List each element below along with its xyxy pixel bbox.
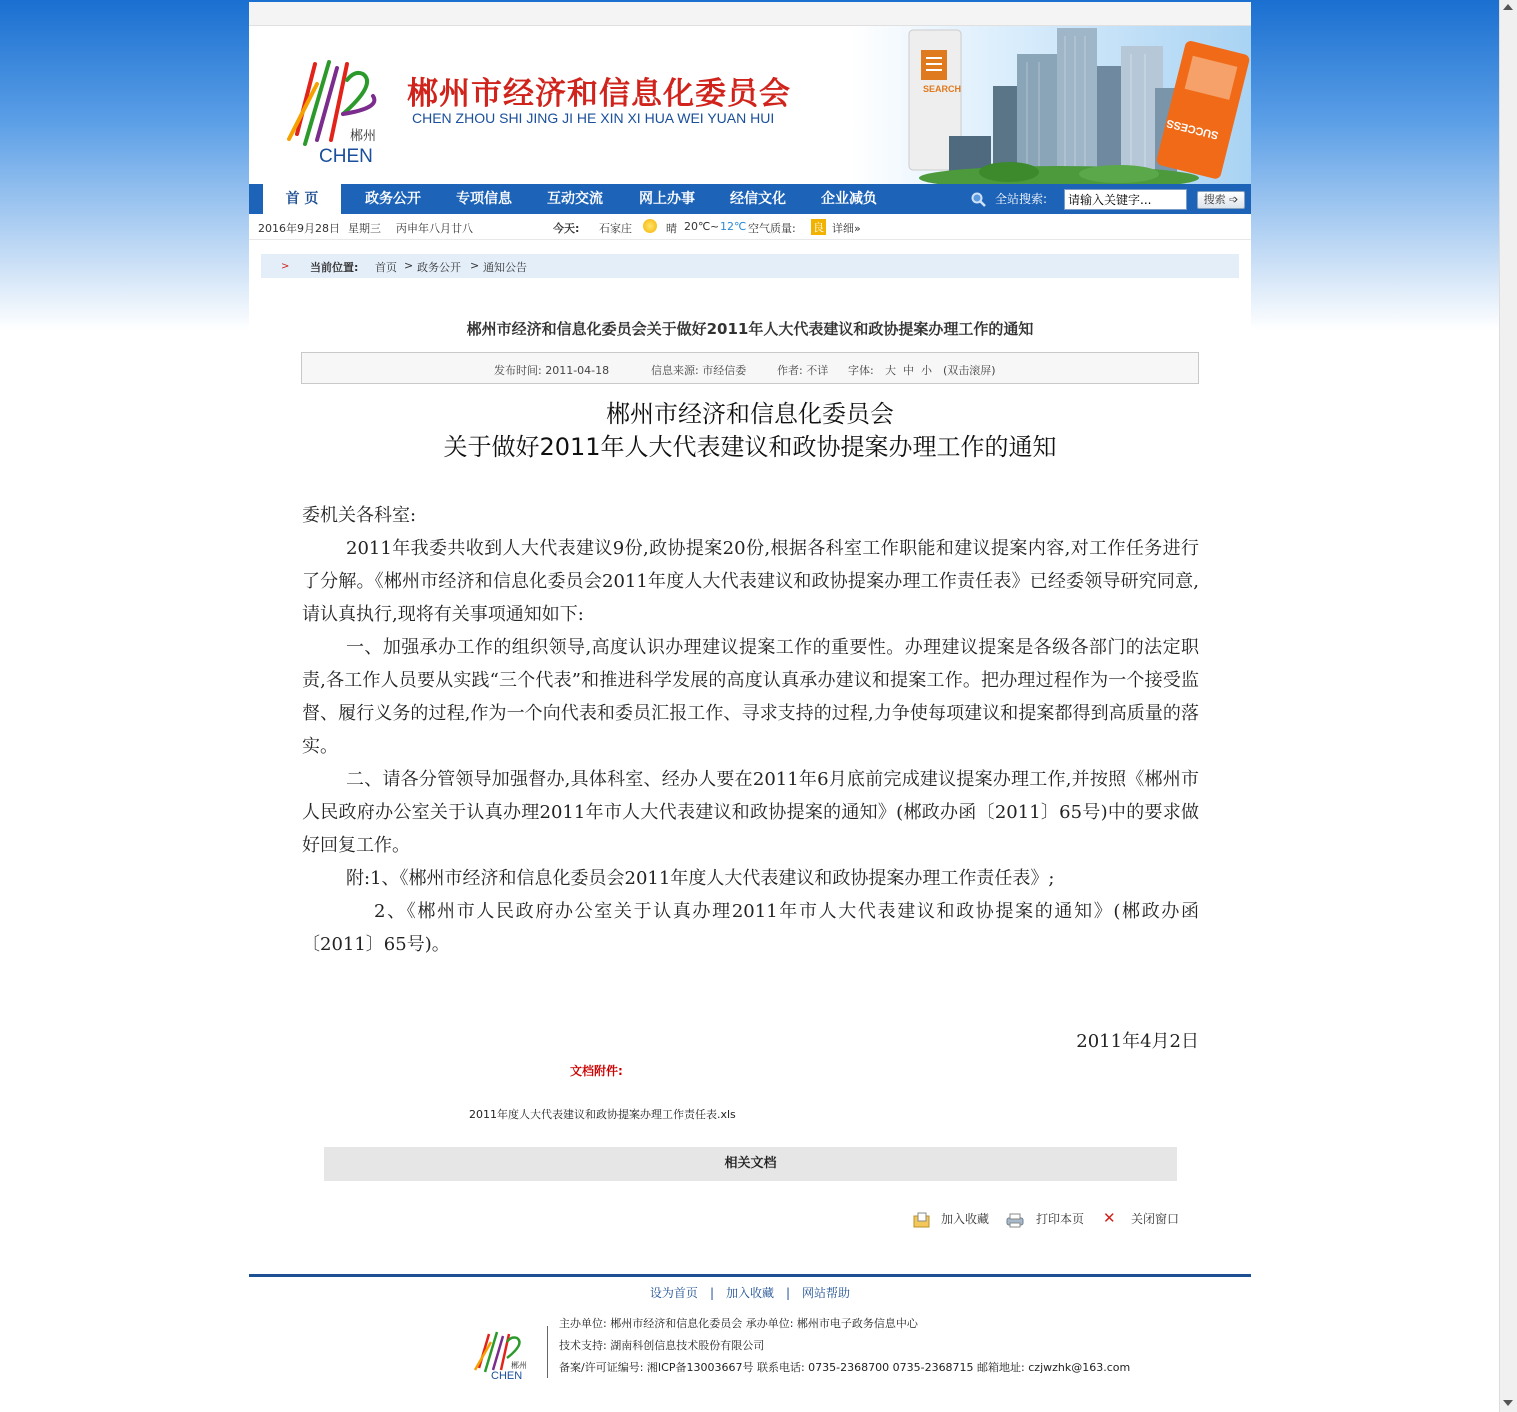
footer-support: 技术支持: 湖南科创信息技术股份有限公司 [559, 1339, 765, 1352]
breadcrumb-gov-affairs[interactable]: 政务公开 [417, 261, 461, 274]
author: 作者: 不详 [777, 364, 829, 377]
aqi-badge: 良 [813, 221, 824, 234]
banner-city-illustration [859, 26, 1251, 184]
nav-special-info[interactable]: 专项信息 [456, 191, 512, 207]
nav-burden-reduction[interactable]: 企业减负 [821, 191, 877, 207]
add-favorite-button[interactable] [913, 1210, 989, 1227]
magnifier-icon [971, 192, 986, 207]
bookmark-folder-icon [913, 1212, 931, 1228]
printer-icon [1006, 1212, 1024, 1228]
document-heading-line1: 郴州市经济和信息化委员会 [606, 400, 894, 428]
article-body [302, 499, 1199, 961]
font-size-medium[interactable]: 中 [903, 364, 914, 377]
breadcrumb [261, 254, 1239, 278]
weekday: 星期三 [348, 222, 381, 235]
attachment-note: 2、《郴州市人民政府办公室关于认真办理2011年市人大代表建议和政协提案的通知》(郴政办函〔2011〕65号)。 [302, 901, 1199, 955]
success-graphic-label: SUCCESS [1165, 116, 1220, 142]
footer-link-set-home[interactable]: 设为首页 [649, 1286, 698, 1300]
nav-gov-affairs[interactable]: 政务公开 [365, 191, 421, 207]
breadcrumb-sep: > [470, 259, 480, 272]
site-banner [249, 26, 1251, 184]
footer-license: 备案/许可证编号: 湘ICP备13003667号 联系电话: 0735-2368700 0735-2368715 邮箱地址: czjwzhk@163.com [559, 1361, 1131, 1374]
document-heading [249, 398, 1251, 464]
document-heading-line2: 关于做好2011年人大代表建议和政协提案办理工作的通知 [443, 433, 1057, 461]
breadcrumb-sep: > [404, 259, 414, 272]
document-date: 2011年4月2日 [1076, 1031, 1199, 1052]
info-source: 信息来源: 市经信委 [651, 364, 747, 377]
temp-low: 12℃ [720, 220, 747, 233]
footer-link-sep: | [786, 1286, 791, 1300]
article-meta [301, 352, 1199, 384]
site-title: 郴州市经济和信息化委员会 [407, 76, 791, 112]
footer-logo [471, 1324, 533, 1380]
current-date: 2016年9月28日 [258, 222, 340, 235]
dblclick-scroll: (双击滚屏) [943, 364, 996, 377]
footer-links [249, 1284, 1251, 1301]
search-input[interactable] [1064, 189, 1187, 210]
nav-online-service[interactable]: 网上办事 [639, 191, 695, 207]
footer-link-sep: | [709, 1286, 714, 1300]
attachment-file-link[interactable]: 2011年度人大代表建议和政协提案办理工作责任表.xls [469, 1108, 736, 1121]
scroll-up-icon[interactable] [1503, 4, 1513, 10]
publish-date: 发布时间: 2011-04-18 [494, 364, 610, 377]
nav-culture[interactable]: 经信文化 [730, 191, 786, 207]
weather-city: 石家庄 [599, 222, 632, 235]
arrow-right-icon: ➩ [1229, 193, 1239, 206]
nav-interaction[interactable]: 互动交流 [547, 191, 603, 207]
add-favorite-label: 加入收藏 [941, 1212, 990, 1226]
paragraph: 一、加强承办工作的组织领导,高度认识办理建议提案工作的重要性。办理建议提案是各级各部门的法定职责,各工作人员要从实践“三个代表”和推进科学发展的高度认真承办建议和提案工作。把办理过程作为一个接受监督、履行义务的过程,作为一个向代表和委员汇报工作、寻求支持的过程,力争使每项建议和提案都得到高质量的落实。 [302, 637, 1199, 757]
print-button[interactable] [1006, 1210, 1084, 1227]
sun-icon [643, 219, 657, 233]
article-title: 郴州市经济和信息化委员会关于做好2011年人大代表建议和政协提案办理工作的通知 [466, 320, 1034, 338]
footer-divider [249, 1274, 1251, 1277]
search-button-label: 搜索 [1203, 193, 1226, 206]
related-documents-header: 相关文档 [324, 1147, 1177, 1181]
today-label: 今天: [553, 222, 580, 235]
footer-link-help[interactable]: 网站帮助 [802, 1286, 851, 1300]
font-size-label: 字体: [848, 364, 874, 377]
weather-condition: 晴 [666, 222, 677, 235]
footer-logo-sub: CHEN [491, 1370, 523, 1380]
search-button[interactable] [1197, 191, 1245, 209]
search-graphic-label: SEARCH [923, 84, 962, 94]
site-logo[interactable] [277, 44, 392, 164]
font-size-large[interactable]: 大 [885, 364, 896, 377]
breadcrumb-label: 当前位置: [310, 261, 359, 274]
logo-text: 郴州 [350, 129, 377, 144]
close-window-label: 关闭窗口 [1131, 1212, 1180, 1226]
temp-high: 20℃ [684, 220, 711, 233]
attachment-note: 附:1、《郴州市经济和信息化委员会2011年度人大代表建议和政协提案办理工作责任表》; [346, 868, 1055, 889]
nav-home[interactable]: 首 页 [263, 184, 341, 214]
font-size-small[interactable]: 小 [921, 364, 932, 377]
paragraph: 2011年我委共收到人大代表建议9份,政协提案20份,根据各科室工作职能和建议提案内容,对工作任务进行了分解。《郴州市经济和信息化委员会2011年度人大代表建议和政协提案办理工作责任表》已经委领导研究同意,请认真执行,现将有关事项通知如下: [302, 538, 1199, 625]
close-icon: ✕ [1103, 1209, 1116, 1227]
lunar-date: 丙申年八月廿八 [396, 222, 473, 235]
scroll-down-icon[interactable] [1503, 1400, 1513, 1406]
breadcrumb-notices[interactable]: 通知公告 [483, 261, 527, 274]
footer-logo-text: 郴州 [511, 1361, 527, 1370]
footer-separator [547, 1326, 548, 1378]
print-label: 打印本页 [1036, 1212, 1085, 1226]
footer-host: 主办单位: 郴州市经济和信息化委员会 承办单位: 郴州市电子政务信息中心 [559, 1317, 918, 1330]
temp-separator: ~ [710, 220, 720, 233]
top-strip [249, 2, 1251, 26]
weather-detail-link[interactable]: 详细» [832, 222, 861, 235]
chevron-right-icon: > [281, 261, 290, 272]
salutation: 委机关各科室: [302, 505, 417, 526]
info-bar [249, 214, 1251, 240]
footer-info [559, 1313, 1130, 1379]
aqi-label: 空气质量: [748, 222, 796, 235]
vertical-scrollbar[interactable] [1499, 0, 1517, 1412]
site-subtitle: CHEN ZHOU SHI JING JI HE XIN XI HUA WEI YUAN HUI [412, 110, 775, 126]
breadcrumb-home[interactable]: 首页 [375, 261, 397, 274]
footer-link-favorite[interactable]: 加入收藏 [725, 1286, 774, 1300]
paragraph: 二、请各分管领导加强督办,具体科室、经办人要在2011年6月底前完成建议提案办理工作,并按照《郴州市人民政府办公室关于认真办理2011年市人大代表建议和政协提案的通知》(郴政办函〔2011〕65号)中的要求做好回复工作。 [302, 769, 1199, 856]
page-container [249, 2, 1251, 1412]
attachment-label: 文档附件: [570, 1064, 623, 1078]
main-nav [249, 184, 1251, 214]
search-label: 全站搜索: [995, 192, 1048, 206]
close-window-button[interactable] [1103, 1210, 1179, 1227]
logo-sub: CHEN [319, 146, 373, 164]
